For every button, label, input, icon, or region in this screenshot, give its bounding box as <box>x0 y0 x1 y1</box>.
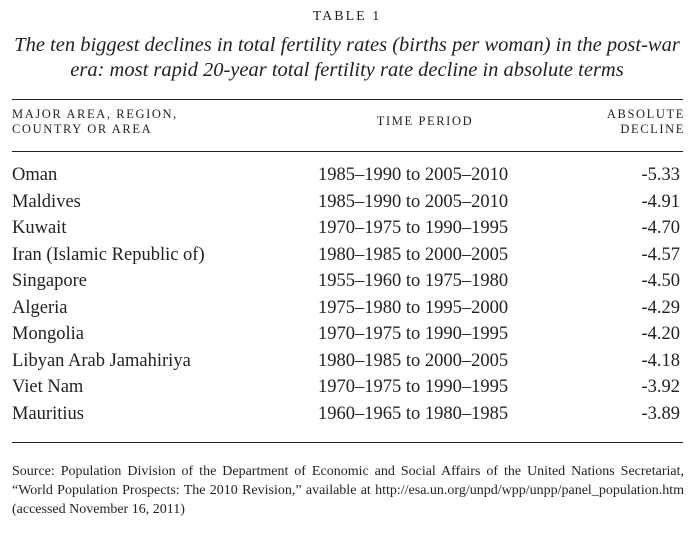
cell-decline: -5.33 <box>641 165 680 185</box>
cell-period: 1975–1980 to 1995–2000 <box>318 297 509 318</box>
cell-area: Iran (Islamic Republic of) <box>12 244 205 265</box>
cell-period: 1980–1985 to 2000–2005 <box>318 350 509 371</box>
cell-period: 1970–1975 to 1990–1995 <box>318 377 509 397</box>
cell-decline: -4.91 <box>641 191 680 212</box>
cell-area: Mauritius <box>12 403 84 424</box>
cell-period: 1985–1990 to 2005–2010 <box>318 191 509 212</box>
cell-decline: -4.57 <box>641 244 680 265</box>
header-decline-line1: ABSOLUTE <box>606 107 685 121</box>
cell-period: 1980–1985 to 2000–2005 <box>318 244 509 265</box>
table-row <box>0 377 694 404</box>
table-label: TABLE 1 <box>312 9 382 24</box>
cell-area: Libyan Arab Jamahiriya <box>12 350 191 371</box>
header-rule <box>12 151 683 152</box>
cell-decline: -4.20 <box>641 324 680 344</box>
table-row <box>0 298 694 325</box>
cell-decline: -3.92 <box>641 377 680 397</box>
source-note: Source: Population Division of the Department of Economic and Social Affairs of the United Nations Secretariat, “World Population Prospects: The 2010 Revision,” available at http://esa.un.org/unpd/wpp/unpp/panel_population.htm (accessed November 16, 2011) <box>12 464 684 517</box>
cell-period: 1970–1975 to 1990–1995 <box>318 324 509 344</box>
bottom-rule <box>12 442 683 443</box>
header-decline-line2: DECLINE <box>620 122 685 136</box>
cell-period: 1985–1990 to 2005–2010 <box>318 165 509 185</box>
header-region <box>12 107 272 137</box>
cell-area: Singapore <box>12 271 88 291</box>
table-body <box>0 165 694 430</box>
table-row <box>0 192 694 219</box>
table-row <box>0 245 694 272</box>
cell-decline: -4.50 <box>641 271 680 291</box>
cell-decline: -4.70 <box>641 218 680 238</box>
table-row <box>0 404 694 431</box>
header-region-line2: COUNTRY OR AREA <box>12 122 153 136</box>
cell-area: Algeria <box>12 297 68 318</box>
cell-period: 1970–1975 to 1990–1995 <box>318 218 509 238</box>
cell-decline: -4.29 <box>641 297 680 318</box>
cell-area: Mongolia <box>12 324 84 344</box>
cell-area: Viet Nam <box>12 377 84 397</box>
table-row <box>0 218 694 245</box>
top-rule <box>12 99 683 100</box>
cell-decline: -4.18 <box>641 350 680 371</box>
cell-area: Maldives <box>12 191 81 212</box>
table-row <box>0 271 694 298</box>
cell-decline: -3.89 <box>641 403 680 424</box>
table-row <box>0 351 694 378</box>
cell-period: 1955–1960 to 1975–1980 <box>318 271 509 291</box>
header-period: TIME PERIOD <box>376 114 474 128</box>
table-row <box>0 324 694 351</box>
cell-period: 1960–1965 to 1980–1985 <box>318 403 509 424</box>
cell-area: Oman <box>12 165 58 185</box>
cell-area: Kuwait <box>12 218 67 238</box>
header-region-line1: MAJOR AREA, REGION, <box>12 107 178 121</box>
header-decline <box>565 107 685 137</box>
table-caption: The ten biggest declines in total fertility rates (births per woman) in the post-war era: most rapid 20-year total fertility rate decline in absolute terms <box>14 34 680 81</box>
table-row <box>0 165 694 192</box>
